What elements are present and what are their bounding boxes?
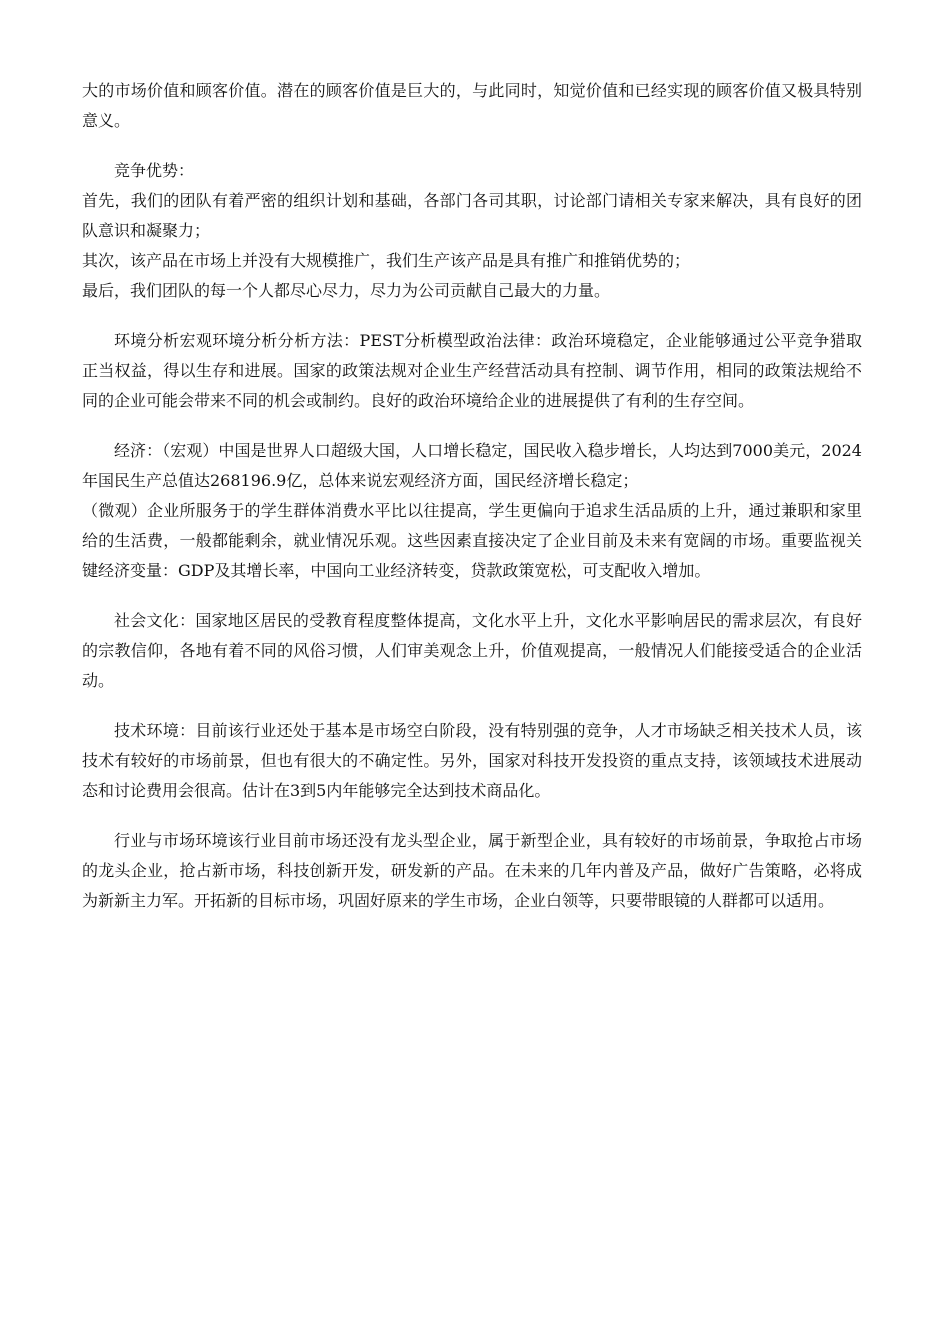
document-page bbox=[82, 76, 862, 916]
paragraph-industry-market: 行业与市场环境该行业目前市场还没有龙头型企业，属于新型企业，具有较好的市场前景，争取抢占市场的龙头企业，抢占新市场，科技创新开发，研发新的产品。在未来的几年内普及产品，做好广告策略，必将成为新新主力军。开拓新的目标市场，巩固好原来的学生市场，企业白领等，只要带眼镜的人群都可以适用。 bbox=[82, 831, 862, 910]
competitive-item-first: 首先，我们的团队有着严密的组织计划和基础，各部门各司其职，讨论部门请相关专家来解决，具有良好的团队意识和凝聚力； bbox=[82, 191, 862, 240]
competitive-item-third: 最后，我们团队的每一个人都尽心尽力，尽力为公司贡献自己最大的力量。 bbox=[82, 281, 611, 300]
paragraph-environment-analysis: 环境分析宏观环境分析分析方法：PEST分析模型政治法律：政治环境稳定，企业能够通过公平竞争猎取正当权益，得以生存和进展。国家的政策法规对企业生产经营活动具有控制、调节作用，相同的政策法规给不同的企业可能会带来不同的机会或制约。良好的政治环境给企业的进展提供了有利的生存空间。 bbox=[82, 331, 862, 410]
paragraph-technology-environment: 技术环境：目前该行业还处于基本是市场空白阶段，没有特别强的竞争，人才市场缺乏相关技术人员，该技术有较好的市场前景，但也有很大的不确定性。另外，国家对科技开发投资的重点支持，该领域技术进展动态和讨论费用会很高。估计在3到5内年能够完全达到技术商品化。 bbox=[82, 721, 862, 800]
heading-competitive-advantage: 竞争优势： bbox=[114, 161, 195, 180]
paragraph-economy-micro: （微观）企业所服务于的学生群体消费水平比以往提高，学生更偏向于追求生活品质的上升，通过兼职和家里给的生活费，一般都能剩余，就业情况乐观。这些因素直接决定了企业目前及未来有宽阔的市场。重要监视关键经济变量：GDP及其增长率，中国向工业经济转变，贷款政策宽松，可支配收入增加。 bbox=[82, 501, 862, 580]
competitive-item-second: 其次，该产品在市场上并没有大规模推广，我们生产该产品是具有推广和推销优势的； bbox=[82, 251, 691, 270]
paragraph-economy-macro: 经济：（宏观）中国是世界人口超级大国，人口增长稳定，国民收入稳步增长，人均达到7000美元，2024年国民生产总值达268196.9亿，总体来说宏观经济方面，国民经济增长稳定； bbox=[82, 441, 862, 490]
paragraph-social-culture: 社会文化：国家地区居民的受教育程度整体提高，文化水平上升，文化水平影响居民的需求层次，有良好的宗教信仰，各地有着不同的风俗习惯，人们审美观念上升，价值观提高，一般情况人们能接受适合的企业活动。 bbox=[82, 611, 862, 690]
paragraph-customer-value: 大的市场价值和顾客价值。潜在的顾客价值是巨大的，与此同时，知觉价值和已经实现的顾客价值又极具特别意义。 bbox=[82, 81, 862, 130]
